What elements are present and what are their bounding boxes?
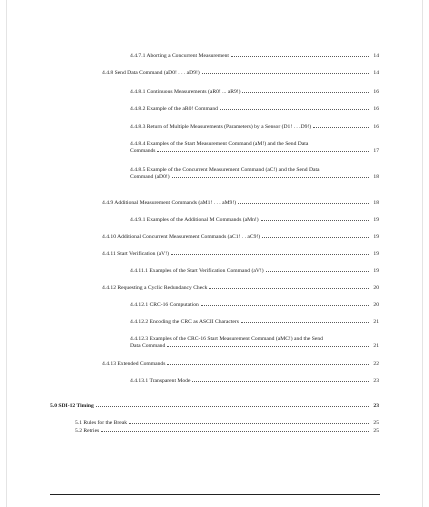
toc-entry-label: Command (aD0!) (130, 174, 170, 180)
toc-entry-label: 4.4.13.1 Transparent Mode (130, 378, 191, 384)
toc-entry-5-2[interactable] (75, 428, 379, 435)
toc-entry-4-4-8-2[interactable] (130, 106, 379, 113)
toc-entry-5-1[interactable] (75, 420, 379, 427)
toc-entry-label: 4.4.13 Extended Commands (102, 361, 166, 367)
toc-entry-5-0[interactable] (50, 403, 379, 410)
toc-entry-page: 14 (373, 70, 379, 76)
toc-entry-page: 19 (373, 251, 379, 257)
toc-entry-label: 4.4.7.1 Aborting a Concurrent Measurement (130, 53, 229, 59)
toc-entry-4-4-8[interactable] (102, 70, 379, 77)
toc-entry-label-first-line: 4.4.12.3 Examples of the CRC-16 Start Measurement Command (aMC!) and the Send (130, 336, 323, 342)
toc-entry-label: 4.4.12 Requesting a Cyclic Redundancy Check (102, 285, 208, 291)
toc-entry-label-first-line: 4.4.8.4 Examples of the Start Measurement Command (aM!) and the Send Data (130, 141, 309, 147)
toc-entry-label: 4.4.9.1 Examples of the Additional M Commands (aMn!) (130, 217, 259, 223)
toc-entry-page: 19 (373, 268, 379, 274)
toc-entry-page: 21 (373, 319, 379, 325)
toc-entry-4-4-8-4[interactable] (130, 141, 379, 155)
toc-entry-4-4-8-1[interactable] (130, 89, 379, 96)
toc-entry-4-4-12-2[interactable] (130, 319, 379, 326)
toc-entry-page: 18 (373, 174, 379, 180)
toc-entry-4-4-9[interactable] (102, 200, 379, 207)
toc-entry-page: 16 (373, 124, 379, 130)
toc-entry-page: 19 (373, 217, 379, 223)
toc-entry-4-4-7-1[interactable] (130, 53, 379, 60)
toc-entry-4-4-12-3[interactable] (130, 336, 379, 350)
toc-entry-label: 4.4.8.3 Return of Multiple Measurements (Parameters) by a Sensor (D1! . . .D9!) (130, 124, 312, 130)
toc-entry-4-4-12[interactable] (102, 285, 379, 292)
toc-entry-page: 22 (373, 361, 379, 367)
toc-entry-label: 4.4.9 Additional Measurement Commands (aM1! . . . aM9!) (102, 200, 237, 206)
toc-entry-label: 4.4.11 Start Verification (aV!) (102, 251, 169, 257)
toc-entry-label: Data Command (130, 343, 166, 349)
toc-entry-page: 14 (373, 53, 379, 59)
toc-entry-label: 4.4.12.2 Encoding the CRC as ASCII Characters (130, 319, 239, 325)
toc-entry-4-4-9-1[interactable] (130, 217, 379, 224)
toc-entry-label: 5.1 Rules for the Break (75, 420, 128, 426)
toc-entry-label: Commands (130, 148, 156, 154)
toc-entry-4-4-11[interactable] (102, 251, 379, 258)
toc-entry-label: 4.4.8 Send Data Command (aD0! . . . aD9!) (102, 70, 200, 76)
toc-entry-label: 4.4.8.2 Example of the aR0! Command (130, 106, 218, 112)
toc-entry-page: 16 (373, 89, 379, 95)
toc-entry-page: 20 (373, 302, 379, 308)
toc-entry-page: 25 (373, 428, 379, 434)
page-edge-right (422, 0, 423, 507)
toc-entry-label: 4.4.11.1 Examples of the Start Verification Command (aV!) (130, 268, 264, 274)
toc-entry-4-4-8-5[interactable] (130, 167, 379, 181)
toc-entry-page: 23 (373, 403, 379, 409)
toc-entry-4-4-10[interactable] (102, 234, 379, 241)
toc-entry-page: 20 (373, 285, 379, 291)
toc-entry-label: 5.0 SDI-12 Timing (50, 403, 94, 409)
footer-rule (50, 494, 380, 495)
toc-entry-page: 18 (373, 200, 379, 206)
toc-entry-page: 19 (373, 234, 379, 240)
toc-entry-label: 4.4.12.1 CRC-16 Computation (130, 302, 199, 308)
toc-entry-page: 25 (373, 420, 379, 426)
toc-entry-page: 21 (373, 343, 379, 349)
toc-entry-4-4-11-1[interactable] (130, 268, 379, 275)
toc-entry-page: 16 (373, 106, 379, 112)
toc-entry-4-4-12-1[interactable] (130, 302, 379, 309)
toc-entry-4-4-8-3[interactable] (130, 124, 379, 131)
toc-entry-label-first-line: 4.4.8.5 Example of the Concurrent Measurement Command (aC!) and the Send Data (130, 167, 320, 173)
toc-entry-label: 4.4.8.1 Continuous Measurements (aR0! ... aR9!) (130, 89, 241, 95)
toc-entry-4-4-13-1[interactable] (130, 378, 379, 385)
toc-entry-label: 5.2 Retries (75, 428, 100, 434)
toc-entry-label: 4.4.10 Additional Concurrent Measurement Commands (aC1! . . aC9!) (102, 234, 261, 240)
toc-entry-page: 23 (373, 378, 379, 384)
toc-entry-4-4-13[interactable] (102, 361, 379, 368)
toc-entry-page: 17 (373, 148, 379, 154)
page-edge-left (6, 0, 7, 507)
